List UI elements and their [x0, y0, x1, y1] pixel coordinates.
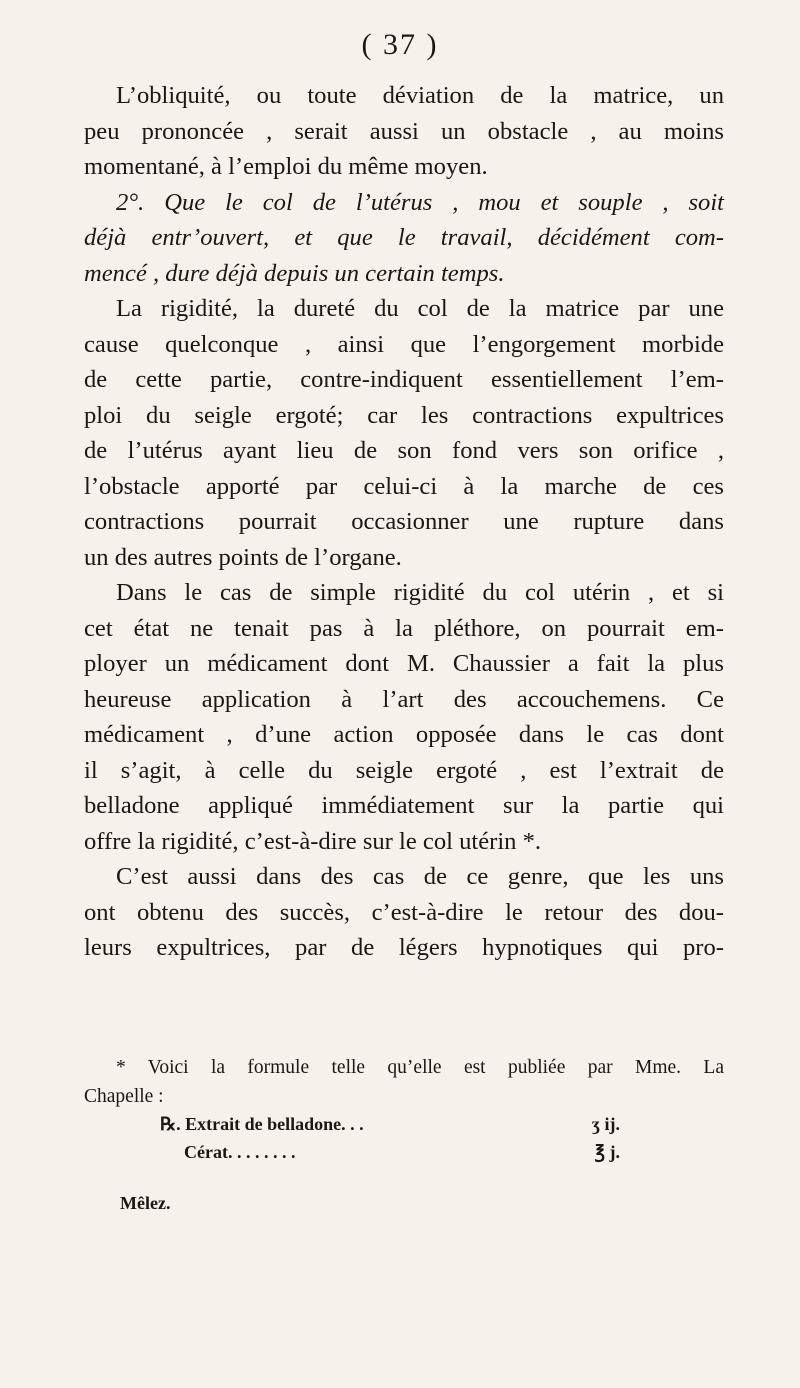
- text-line: cause quelconque , ainsi que l’engorgement morbide: [84, 330, 724, 358]
- text-line: momentané, à l’emploi du même moyen.: [84, 153, 488, 180]
- text-line: un des autres points de l’organe.: [84, 543, 402, 571]
- recipe-item: ℞. Extrait de belladone. . .: [160, 1114, 364, 1134]
- text-line: Dans le cas de simple rigidité du col utérin , et si: [116, 579, 724, 606]
- text-line: déjà entr’ouvert, et que le travail, décidément com-: [84, 224, 724, 251]
- text-line: belladone appliqué immédiatement sur la partie qui: [84, 792, 724, 819]
- text-line: ployer un médicament dont M. Chaussier a fait la plus: [84, 650, 724, 677]
- text-line: mencé , dure déjà depuis un certain temps.: [84, 259, 505, 287]
- recipe-list: [160, 1110, 620, 1166]
- text-line: peu prononcée , serait aussi un obstacle , au moins: [84, 117, 724, 145]
- text-line: de cette partie, contre-indiquent essentiellement l’em-: [84, 366, 724, 393]
- text-line: leurs expultrices, par de légers hypnotiques qui pro-: [84, 934, 724, 961]
- text-line: contractions pourrait occasionner une rupture dans: [84, 508, 724, 535]
- page-number: ( 37 ): [361, 28, 439, 61]
- text-line: médicament , d’une action opposée dans le cas dont: [84, 721, 724, 748]
- recipe-closing: Mêlez.: [120, 1193, 171, 1213]
- text-line: L’obliquité, ou toute déviation de la matrice, un: [116, 82, 724, 109]
- text-line: La rigidité, la dureté du col de la matrice par une: [116, 295, 724, 322]
- text-line: l’obstacle apporté par celui-ci à la marche de ces: [84, 472, 724, 500]
- recipe-quantity: ℥ j.: [594, 1142, 620, 1162]
- recipe-row: [160, 1110, 620, 1138]
- text-line: cet état ne tenait pas à la pléthore, on pourrait em-: [84, 614, 724, 642]
- footnote: [84, 1053, 724, 1111]
- footnote-line: Chapelle :: [84, 1086, 164, 1107]
- text-line: ont obtenu des succès, c’est-à-dire le retour des dou-: [84, 898, 724, 926]
- text-line: heureuse application à l’art des accouchemens. Ce: [84, 685, 724, 713]
- recipe-row: [160, 1138, 620, 1166]
- recipe-quantity: ʒ ij.: [591, 1114, 620, 1134]
- footnote-line: * Voici la formule telle qu’elle est publiée par Mme. La: [116, 1057, 724, 1078]
- text-line: il s’agit, à celle du seigle ergoté , est l’extrait de: [84, 756, 724, 784]
- recipe-item: Cérat. . . . . . . .: [184, 1142, 296, 1162]
- text-line: de l’utérus ayant lieu de son fond vers son orifice ,: [84, 437, 724, 464]
- text-line: 2°. Que le col de l’utérus , mou et souple , soit: [116, 188, 724, 216]
- text-line: ploi du seigle ergoté; car les contractions expultrices: [84, 401, 724, 429]
- main-text: [84, 78, 724, 966]
- text-line: C’est aussi dans des cas de ce genre, que les uns: [116, 863, 724, 890]
- text-line: offre la rigidité, c’est-à-dire sur le col utérin *.: [84, 827, 542, 855]
